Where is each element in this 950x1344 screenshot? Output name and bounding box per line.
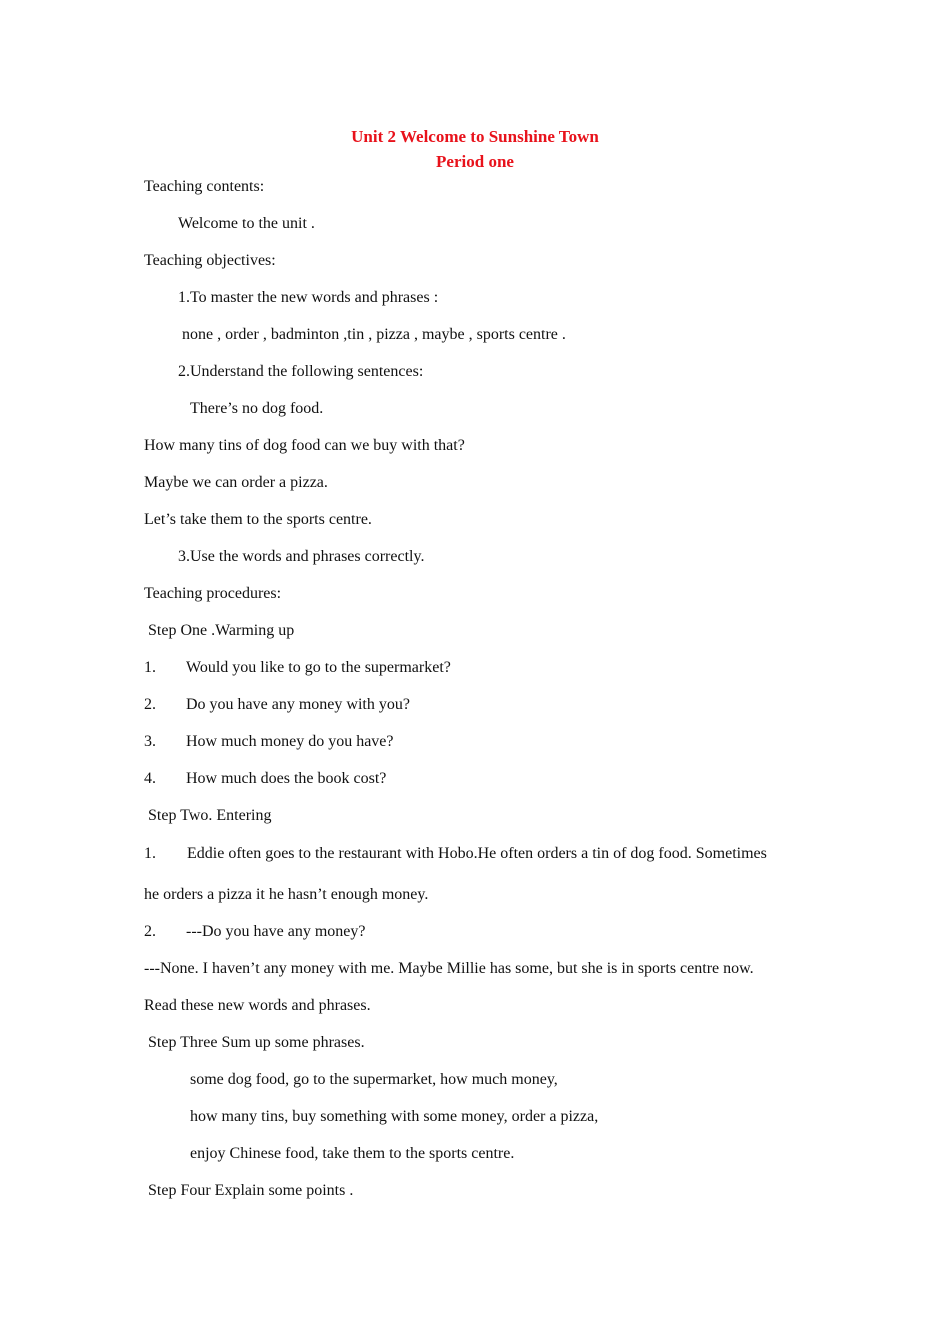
list-item-number: 4. <box>144 770 156 787</box>
step-four-heading: Step Four Explain some points . <box>148 1182 354 1199</box>
list-item-text: Do you have any money with you? <box>186 696 410 713</box>
list-item-number: 1. <box>144 845 156 862</box>
phrase-line: enjoy Chinese food, take them to the sports centre. <box>190 1145 515 1162</box>
welcome-line: Welcome to the unit . <box>178 215 315 232</box>
dialogue-reply: ---None. I haven’t any money with me. Maybe Millie has some, but she is in sports centre now. <box>144 960 754 977</box>
document-subtitle: Period one <box>436 152 514 171</box>
step-three-heading: Step Three Sum up some phrases. <box>148 1034 365 1051</box>
teaching-procedures-label: Teaching procedures: <box>144 585 282 602</box>
objective-1: 1.To master the new words and phrases : <box>178 289 439 306</box>
teaching-objectives-label: Teaching objectives: <box>144 252 276 269</box>
phrase-line: some dog food, go to the supermarket, how much money, <box>190 1071 558 1088</box>
objective-1-words: none , order , badminton ,tin , pizza , maybe , sports centre . <box>182 326 566 343</box>
list-item-text: How much does the book cost? <box>186 770 387 787</box>
list-item-number: 2. <box>144 696 156 713</box>
sentence-line: How many tins of dog food can we buy with that? <box>144 437 465 454</box>
phrase-line: how many tins, buy something with some money, order a pizza, <box>190 1108 599 1125</box>
document-title: Unit 2 Welcome to Sunshine Town <box>351 127 599 146</box>
teaching-contents-label: Teaching contents: <box>144 178 265 195</box>
list-item-text: Would you like to go to the supermarket? <box>186 659 451 676</box>
sentence-line: There’s no dog food. <box>190 400 324 417</box>
sentence-line: Maybe we can order a pizza. <box>144 474 328 491</box>
list-item-number: 3. <box>144 733 156 750</box>
objective-2: 2.Understand the following sentences: <box>178 363 424 380</box>
objective-3: 3.Use the words and phrases correctly. <box>178 548 425 565</box>
step-one-heading: Step One .Warming up <box>148 622 295 639</box>
list-item-text: How much money do you have? <box>186 733 394 750</box>
list-item-number: 2. <box>144 923 156 940</box>
list-item-text: ---Do you have any money? <box>186 923 366 940</box>
list-item-continuation: he orders a pizza it he hasn’t enough money. <box>144 886 429 903</box>
list-item-number: 1. <box>144 659 156 676</box>
read-instruction: Read these new words and phrases. <box>144 997 371 1014</box>
list-item-text: Eddie often goes to the restaurant with Hobo.He often orders a tin of dog food. Sometimes <box>187 845 767 862</box>
step-two-heading: Step Two. Entering <box>148 807 272 824</box>
sentence-line: Let’s take them to the sports centre. <box>144 511 372 528</box>
